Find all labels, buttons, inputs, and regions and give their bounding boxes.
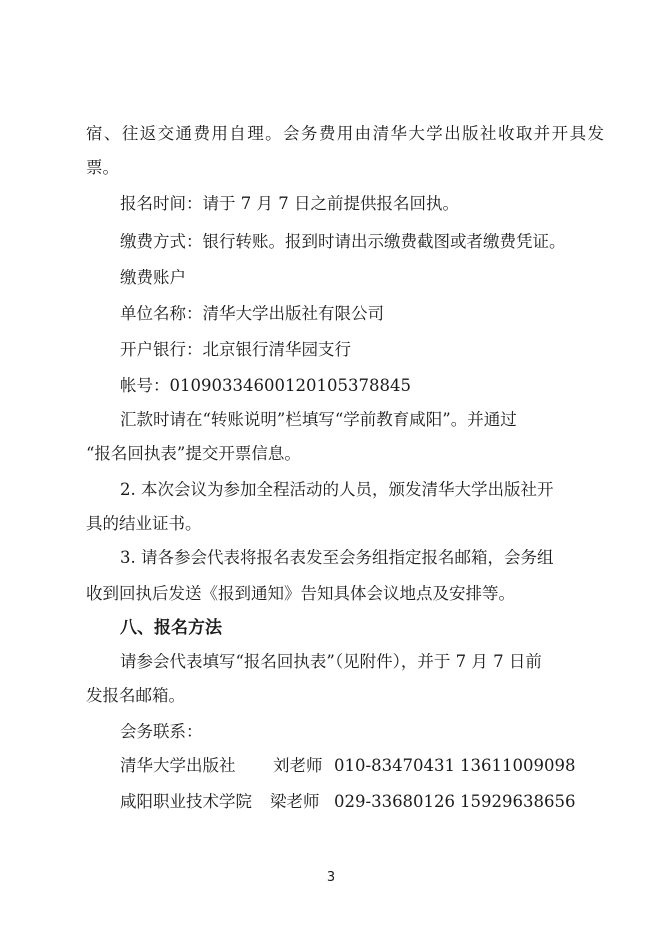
contact-person: 刘老师 [273, 756, 323, 775]
account-unit-name: 单位名称：清华大学出版社有限公司 [120, 304, 384, 323]
payment-account-label: 缴费账户 [120, 268, 186, 287]
text-line-1: 宿、往返交通费用自理。会务费用由清华大学出版社收取并开具发 [86, 124, 604, 143]
item-2-line-2: 具的结业证书。 [86, 514, 202, 533]
contact-phone: 010-83470431 [334, 756, 456, 775]
remittance-note-line-2: “报名回执表”提交开票信息。 [86, 444, 301, 463]
item-3-line-2: 收到回执后发送《报到通知》告知具体会议地点及安排等。 [86, 584, 515, 603]
contact-org: 咸阳职业技术学院 [120, 792, 252, 811]
contact-label: 会务联系： [120, 722, 203, 741]
section-heading: 八、报名方法 [120, 618, 222, 638]
item-2-line-1: 2. 本次会议为参加全程活动的人员，颁发清华大学出版社开 [120, 480, 554, 499]
page-number: 3 [326, 870, 336, 885]
contact-person: 梁老师 [270, 792, 320, 811]
remittance-note-line-1: 汇款时请在“转账说明”栏填写“学前教育咸阳”。并通过 [120, 410, 517, 429]
registration-time: 报名时间：请于 7 月 7 日之前提供报名回执。 [120, 194, 459, 213]
registration-method-line-2: 发报名邮箱。 [86, 686, 185, 705]
text-line-2: 票。 [86, 158, 119, 177]
account-bank: 开户银行：北京银行清华园支行 [120, 340, 351, 359]
contact-phone: 029-33680126 [334, 792, 456, 811]
registration-method-line-1: 请参会代表填写“报名回执表”（见附件），并于 7 月 7 日前 [120, 652, 542, 671]
contact-mobile: 13611009098 [460, 756, 576, 775]
item-3-line-1: 3. 请各参会代表将报名表发至会务组指定报名邮箱，会务组 [120, 548, 554, 567]
payment-method: 缴费方式：银行转账。报到时请出示缴费截图或者缴费凭证。 [120, 232, 566, 251]
account-number: 帐号：01090334600120105378845 [120, 376, 411, 395]
contact-org: 清华大学出版社 [120, 756, 236, 775]
contact-mobile: 15929638656 [460, 792, 576, 811]
